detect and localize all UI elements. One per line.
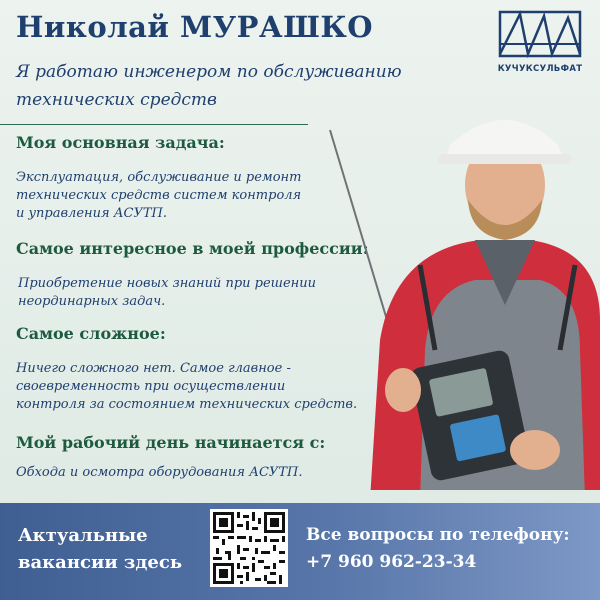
- logo-text: КУЧУКСУЛЬФАТ: [497, 64, 583, 74]
- phone-block: [306, 522, 570, 576]
- phone-number[interactable]: +7 960 962-23-34: [306, 552, 477, 572]
- phone-label: Все вопросы по телефону:: [306, 525, 570, 545]
- section-heading: Мой рабочий день начинается с:: [16, 433, 326, 452]
- section-heading: Самое сложное:: [16, 324, 166, 343]
- employee-name: Николай МУРАШКО: [16, 10, 374, 44]
- qr-code-icon[interactable]: [210, 509, 288, 587]
- section-text: Обхода и осмотра оборудования АСУТП.: [16, 465, 303, 480]
- engineer-photo: [300, 90, 600, 490]
- section-heading: Самое интересное в моей профессии:: [16, 239, 369, 258]
- vacancies-label: Актуальные вакансии здесь: [18, 525, 183, 573]
- employee-position: Я работаю инженером по обслуживанию технических средств: [16, 62, 402, 110]
- section-heading: Моя основная задача:: [16, 133, 225, 152]
- section-text: Эксплуатация, обслуживание и ремонт технических средств систем контроля и управления АСУТП.: [16, 170, 302, 221]
- section-text: Ничего сложного нет. Самое главное - своевременность при осуществлении контроля за состоянием технических средств.: [16, 361, 358, 412]
- section-text: Приобретение новых знаний при решении неординарных задач.: [18, 276, 316, 309]
- kuchuksulfat-logo-icon: [494, 10, 586, 72]
- divider: [0, 124, 308, 125]
